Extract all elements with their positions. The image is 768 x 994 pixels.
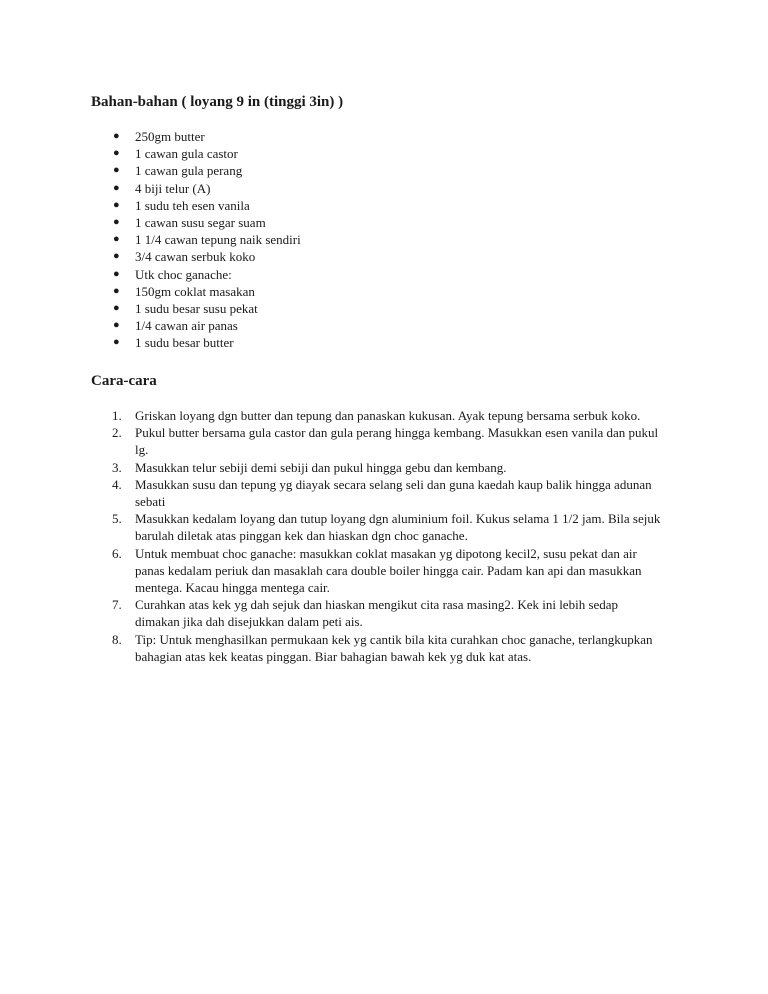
list-item <box>113 283 301 300</box>
list-item <box>113 300 301 317</box>
bullet-icon: ● <box>113 284 120 297</box>
ingredient-text: 3/4 cawan serbuk koko <box>135 249 256 265</box>
list-item <box>113 214 301 231</box>
ingredient-text: 1 sudu besar susu pekat <box>135 301 258 317</box>
list-item <box>113 180 301 197</box>
list-item <box>112 459 665 476</box>
list-item <box>113 162 301 179</box>
bullet-icon: ● <box>113 181 120 194</box>
bullet-icon: ● <box>113 250 120 263</box>
step-text: Masukkan susu dan tepung yg diayak secara selang seli dan guna kaedah kaup balik hingga adunan sebati <box>135 476 652 510</box>
step-text: Untuk membuat choc ganache: masukkan coklat masakan yg dipotong kecil2, susu pekat dan air panas kedalam periuk dan masaklah cara double boiler hingga cair. Padam kan api dan masukkan mentega. Kacau hingga mentega cair. <box>135 545 642 596</box>
step-number: 4. <box>112 476 122 492</box>
ingredient-text: 1 cawan gula perang <box>135 163 243 179</box>
bullet-icon: ● <box>113 216 120 229</box>
ingredient-text: 1 cawan susu segar suam <box>135 215 266 231</box>
ingredients-heading: Bahan-bahan ( loyang 9 in (tinggi 3in) ) <box>91 94 344 110</box>
list-item <box>113 128 301 145</box>
bullet-icon: ● <box>113 267 120 280</box>
list-item <box>112 631 665 665</box>
list-item <box>113 266 301 283</box>
list-item <box>112 510 665 544</box>
bullet-icon: ● <box>113 147 120 160</box>
step-text: Masukkan kedalam loyang dan tutup loyang dgn aluminium foil. Kukus selama 1 1/2 jam. Bila sejuk barulah diletak atas pinggan kek dan hiaskan dgn choc ganache. <box>135 511 661 544</box>
bullet-icon: ● <box>113 319 120 332</box>
list-item <box>113 145 301 162</box>
step-number: 1. <box>112 408 122 423</box>
step-number: 3. <box>112 459 122 475</box>
list-item <box>112 476 665 510</box>
bullet-icon: ● <box>113 164 120 177</box>
ingredients-list <box>113 128 301 352</box>
list-item <box>113 231 301 248</box>
step-number: 2. <box>112 425 122 441</box>
bullet-icon: ● <box>113 336 120 349</box>
ingredient-text: 1 sudu teh esen vanila <box>135 197 250 213</box>
ingredient-text: 1 cawan gula castor <box>135 146 238 162</box>
list-item <box>112 424 665 458</box>
step-number: 8. <box>112 631 122 647</box>
ingredient-text: 1 sudu besar butter <box>135 335 234 351</box>
list-item <box>113 334 301 351</box>
ingredient-text: 1 1/4 cawan tepung naik sendiri <box>135 232 301 248</box>
bullet-icon: ● <box>113 198 120 211</box>
step-text: Pukul butter bersama gula castor dan gula perang hingga kembang. Masukkan esen vanila dan pukul lg. <box>135 425 659 458</box>
ingredient-text: Utk choc ganache: <box>135 266 232 282</box>
list-item <box>113 248 301 265</box>
ingredient-text: 4 biji telur (A) <box>135 180 211 196</box>
steps-list <box>112 407 665 665</box>
step-text: Masukkan telur sebiji demi sebiji dan pukul hingga gebu dan kembang. <box>135 459 507 475</box>
bullet-icon: ● <box>113 302 120 315</box>
list-item <box>113 317 301 334</box>
list-item <box>112 407 665 424</box>
bullet-icon: ● <box>113 233 120 246</box>
list-item <box>113 197 301 214</box>
list-item <box>112 545 665 597</box>
step-text: Tip: Untuk menghasilkan permukaan kek yg cantik bila kita curahkan choc ganache, terlangkupkan bahagian atas kek keatas pinggan. Biar bahagian bawah kek yg duk kat atas. <box>135 631 653 664</box>
step-number: 6. <box>112 545 122 561</box>
step-text: Curahkan atas kek yg dah sejuk dan hiaskan mengikut cita rasa masing2. Kek ini lebih sedap dimakan jika dah disejukkan dalam peti ais. <box>135 597 619 630</box>
step-number: 7. <box>112 597 122 613</box>
ingredient-text: 250gm butter <box>135 129 205 144</box>
step-text: Griskan loyang dgn butter dan tepung dan panaskan kukusan. Ayak tepung bersama serbuk koko. <box>135 408 641 423</box>
steps-heading: Cara-cara <box>91 373 157 389</box>
list-item <box>112 596 665 630</box>
bullet-icon: ● <box>113 130 120 142</box>
ingredient-text: 1/4 cawan air panas <box>135 318 238 334</box>
step-number: 5. <box>112 511 122 527</box>
ingredient-text: 150gm coklat masakan <box>135 283 255 299</box>
